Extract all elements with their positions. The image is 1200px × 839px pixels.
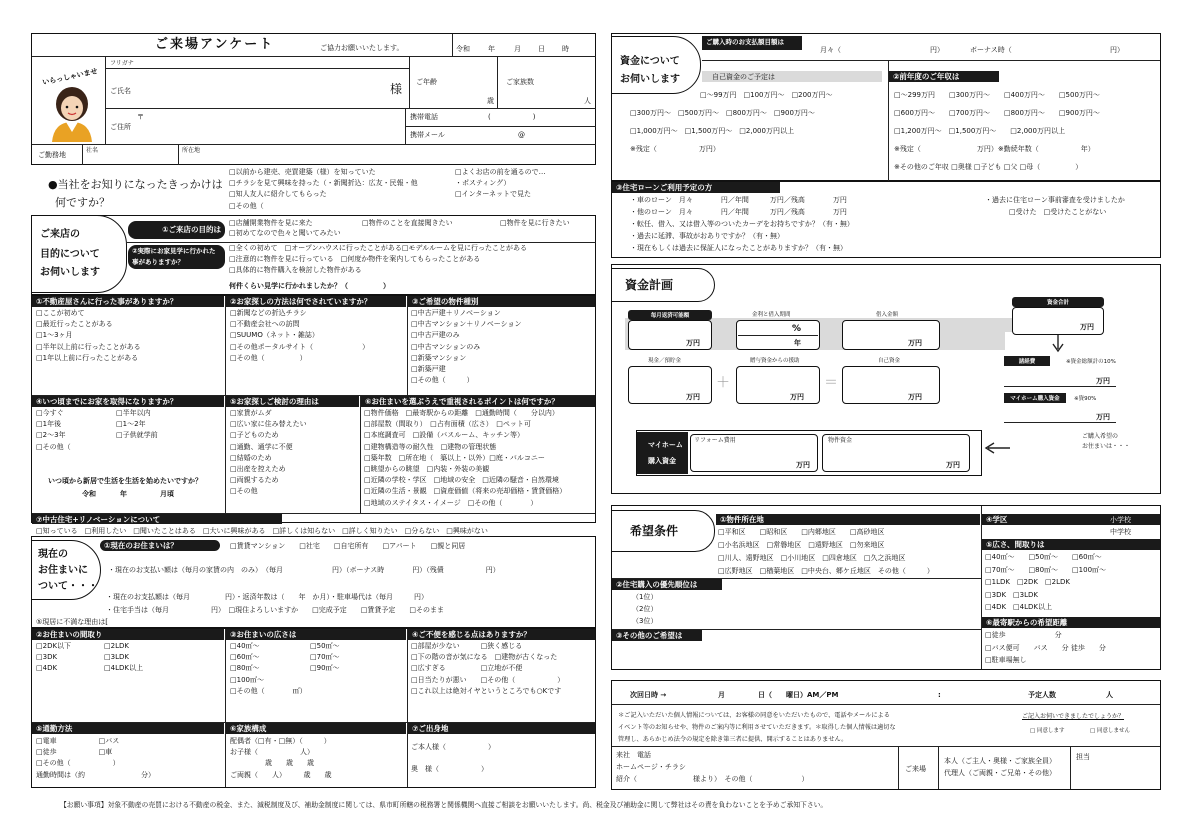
station-option[interactable]: □駐車場無し <box>985 656 1027 664</box>
discovery-option[interactable]: □その他（ <box>229 201 264 210</box>
name-field[interactable] <box>150 70 385 108</box>
hometown-line[interactable]: 奥 様（ ） <box>411 765 488 773</box>
age-label: ご年齢 <box>416 78 437 86</box>
family-heading: ⑥家族構成 <box>226 723 406 734</box>
discovery-option[interactable]: □よくお店の前を通るので… <box>455 168 546 176</box>
self-funds-option[interactable]: ※残定（ 万円） <box>630 145 720 153</box>
reason-option[interactable]: □通勤、通学に不便 <box>230 442 293 451</box>
sama-suffix: 様 <box>390 82 403 96</box>
discovery-option[interactable]: □以前から建売、売買建築（様）を知っていた <box>229 168 376 176</box>
rank-item[interactable]: （3位） <box>632 617 658 625</box>
reason-option[interactable]: □広い家に住み替えたい <box>230 420 307 429</box>
receptionist-illustration <box>44 82 100 142</box>
funds-heading-2: お伺いします <box>620 74 680 85</box>
discovery-options <box>229 167 418 212</box>
property-type-option[interactable]: □中古戸建のみ <box>411 331 460 340</box>
phone-label: 携帯電話 <box>410 113 438 121</box>
priority-heading: ⑥お住まいを選ぶうえで重視されるポイントは何ですか？ <box>361 396 595 407</box>
name-label: ご氏名 <box>110 87 131 95</box>
income-label: ②前年度のご年収は <box>889 71 999 82</box>
property-type-option[interactable]: □中古戸建＋リノベーション <box>411 309 501 317</box>
area-heading: ①物件所在地 <box>716 514 980 525</box>
inconvenience-option[interactable]: □日当たりが悪い □その他（ ） <box>411 675 565 684</box>
inconvenience-option[interactable]: □広すぎる □立地が不便 <box>411 664 523 673</box>
privacy-line: イベント等のお知らせや、物件のご案内等に利用させていただきます。＊取得した個人情報は適切な <box>618 724 896 731</box>
current-home-heading-3: ついて・・・ <box>38 581 98 592</box>
staff-label: 担当 <box>1076 753 1090 761</box>
expense-note: ※資金総額計の10% <box>1066 359 1116 365</box>
reno-heading: ⑦中古住宅+リノベーションについて <box>32 514 282 524</box>
rate-percent: % <box>792 324 802 334</box>
commute-option[interactable]: □電車 □バス <box>36 737 120 745</box>
borrow-unit: 万円 <box>908 339 922 347</box>
arrow-left-icon <box>984 442 1010 454</box>
purpose-q2-followup[interactable]: 何件くらい見学に行かれましたか？（ ） <box>229 282 390 290</box>
next-day[interactable]: 日（ 曜日）AM／PM <box>758 691 839 699</box>
commute-time[interactable]: 通勤時間は（約 分） <box>36 770 155 779</box>
next-date-label: 次回日時 → <box>630 691 667 699</box>
guest-option[interactable]: 本人（ご主人・奥様・ご家族全員） <box>944 757 1056 765</box>
area-option[interactable]: □小名浜地区 □常磐地区 □遠野地区 □勿来地区 <box>718 541 885 549</box>
discovery-options-right <box>455 167 546 201</box>
discovery-option[interactable]: □知人友人に紹介してもらった <box>229 190 327 199</box>
form-title: ご来場アンケート <box>155 37 275 52</box>
property-type-option[interactable]: □中古マンション＋リノベーション <box>411 320 522 329</box>
discovery-option[interactable]: ・ポスティング） <box>455 179 511 188</box>
layout-option[interactable]: □4LDK以上 <box>104 664 143 673</box>
size-cond-option[interactable]: □40㎡～ □50㎡～ □60㎡～ <box>985 553 1102 561</box>
school-junior[interactable]: 中学校 <box>1110 528 1131 536</box>
total-unit: 万円 <box>1080 323 1094 331</box>
loan-line[interactable]: ・過去に延滞、事故がおありですか？（有・無） <box>630 232 784 240</box>
realtor-visit-option[interactable]: □最近行ったことがある <box>36 320 113 329</box>
plus-operator: ＋ <box>716 375 730 391</box>
loan-heading: ③住宅ローンご利用予定の方 <box>612 182 780 193</box>
bottom-note-1: ご購入希望の <box>1082 433 1119 440</box>
purpose-q1-option[interactable]: □店舗開業物件を見に来た <box>229 219 313 227</box>
arrow-down-icon <box>1052 335 1064 355</box>
priority-option[interactable]: □本庭調査可 □設備（バスルーム、キッチン等） <box>364 431 524 440</box>
search-method-option[interactable]: □新聞などの折込チラシ <box>230 309 307 317</box>
expense-unit: 万円 <box>1096 377 1110 385</box>
address-label: ご住所 <box>110 123 131 131</box>
form-subtitle: ご協力お願いいたします。 <box>320 44 404 52</box>
priority-option[interactable]: □近隣の学校・学区 □地域の安全 □近隣の騒音・自然環境 <box>364 476 559 485</box>
station-heading: ⑥最寄駅からの希望距離 <box>982 617 1160 628</box>
inconvenience-option[interactable]: □下の階の音が気になる □建物が古くなった <box>411 653 558 662</box>
cash-unit: 万円 <box>686 393 700 401</box>
monthly-pay-label: 毎月返済可能額 <box>628 310 712 320</box>
priority-option[interactable]: □近隣の生活・景観 □資産価値（将来の売却価格・賃貸価格） <box>364 487 567 496</box>
size-heading: ③お住まいの広さは <box>226 629 406 640</box>
consent-agree[interactable]: □ 同意します <box>1030 728 1065 734</box>
commute-option[interactable]: □その他（ ） <box>36 759 120 768</box>
bottom-note-2: お住まいは・・・ <box>1082 443 1131 450</box>
consent-question: ご記入お伺いできましたでしょうか？ <box>1022 713 1125 720</box>
other-heading: ③その他のご希望は <box>612 630 702 641</box>
realtor-visit-option[interactable]: □ここが初めて <box>36 309 85 317</box>
monthly-payment-label: ご購入時のお支払額目額は <box>702 36 802 50</box>
search-method-option[interactable]: □SUUMO（ネット・雑誌） <box>230 331 319 340</box>
current-home-heading-1: 現在の <box>38 549 68 560</box>
purpose-q2-option[interactable]: □注意的に物件を見に行っている □何度か物件を案内してもらったことがある <box>229 255 481 264</box>
email-field[interactable] <box>455 128 590 142</box>
priority-cond-heading: ②住宅購入の優先順位は <box>612 579 722 590</box>
rank-item[interactable]: （2位） <box>632 605 658 613</box>
consent-disagree[interactable]: □ 同意しません <box>1090 728 1130 734</box>
priority-option[interactable]: □物件価格 □最寄駅からの距離 □通勤時間（ 分以内） <box>364 409 559 417</box>
purpose-q2-option[interactable]: □具体的に物件購入を検討した物件がある <box>229 266 362 275</box>
purpose-heading-2: 目的について <box>40 249 100 260</box>
mycost-label: マイホーム購入資金 <box>1004 393 1066 403</box>
monthly-yen: 円） <box>930 46 944 54</box>
income-option[interactable]: ※残定（ 万円）※勤続年数（ 年） <box>894 145 1095 153</box>
date-day: 日 <box>538 45 545 53</box>
intro-label[interactable]: 紹介（ 様より） その他（ ） <box>616 775 809 783</box>
discovery-question: ●当社をお知りになったきっかけは <box>48 178 223 191</box>
bottom-title-2: 購入資金 <box>648 457 676 465</box>
bottom-prop-unit: 万円 <box>946 461 960 469</box>
priority-option[interactable]: □建物構造等の耐久性 □建物の管理状態 <box>364 442 497 451</box>
self-funds-option[interactable]: □300万円～ □500万円～ □800万円～ □900万円～ <box>630 109 815 117</box>
area-option[interactable]: □川人、遠野地区 □小川地区 □四倉地区 □久之浜地区 <box>718 554 906 562</box>
school-heading: ④学区 <box>982 514 1160 525</box>
property-type-option[interactable]: □新築マンション <box>411 353 467 362</box>
income-option[interactable]: □～299万円 □300万円～ □400万円～ □500万円～ <box>894 91 1100 99</box>
layout-option[interactable]: □2DK以下 <box>36 642 72 650</box>
area-option[interactable]: □広野地区 □楢葉地区 □中央台、郷ケ丘地区 その他（ ） <box>718 567 934 575</box>
size-option[interactable]: □100㎡～ <box>230 675 264 684</box>
mycost-note: ※資90% <box>1074 396 1097 402</box>
guest-option[interactable]: 代理人（ご両親・ご兄弟・その他） <box>944 769 1056 777</box>
size-option[interactable]: □90㎡～ <box>310 664 340 673</box>
timing-option[interactable]: □2～3年 <box>36 431 66 440</box>
privacy-line: ＊ご記入いただいた個人情報については、お客様の同意をいただいたもので、電話やメールによる <box>618 712 890 719</box>
search-method-option[interactable]: □その他（ ） <box>230 353 307 362</box>
date-month: 月 <box>514 45 521 53</box>
other-field[interactable] <box>612 642 980 668</box>
timing-heading: ④いつ頃までにお家を取得になりますか？ <box>32 396 224 407</box>
realtor-visit-option[interactable]: □半年以上前に行ったことがある <box>36 342 141 351</box>
source-label[interactable]: 来社 電話 <box>616 751 651 759</box>
size-option[interactable]: □60㎡～ <box>230 653 260 662</box>
family-label: ご家族数 <box>506 78 534 86</box>
own-unit: 万円 <box>908 393 922 401</box>
layout-option[interactable]: □4DK <box>36 664 58 673</box>
timing-reiwa: 令和 <box>82 490 96 498</box>
age-unit: 歳 <box>487 97 494 105</box>
family-line[interactable]: お子様（ 人） <box>230 748 314 757</box>
disclaimer: 【お願い事項】対象不動産の売買における不動産の税金、また、減税制度及び、補助金制度に関しては、県市町所轄の税務署と関係機関へ直接ご相談をお願いいたします。尚、税金及び補助金に関して弊社はその責を負わないことを予めご承知下さい。 <box>60 801 828 809</box>
inconvenience-option[interactable]: □部屋が少ない □狭く感じる <box>411 642 523 650</box>
expense-label: 諸経費 <box>1004 356 1050 366</box>
gift-label: 贈与資金からの援助 <box>750 358 800 364</box>
rank-item[interactable]: （1位） <box>632 593 658 601</box>
purpose-heading-1: ご来店の <box>40 229 80 240</box>
priority-option[interactable]: □地域のステイタス・イメージ □その他（ ） <box>364 498 538 507</box>
area-option[interactable]: □平和区 □昭和区 □内郷地区 □高砂地区 <box>718 528 885 536</box>
layout-option[interactable]: □3LDK <box>104 653 129 662</box>
equals-operator: ＝ <box>824 375 838 391</box>
size-cond-option[interactable]: □3DK □3LDK <box>985 590 1038 599</box>
inconvenience-heading: ④ご不便を感じる点はありますか？ <box>408 629 595 640</box>
company-label: 社名 <box>86 147 99 154</box>
school-elem[interactable]: 小学校 <box>1110 516 1131 524</box>
search-method-heading: ②お家探しの方法は何でされていますか？ <box>226 296 406 307</box>
layout-option[interactable]: □2LDK <box>104 642 129 650</box>
income-option[interactable]: □1,200万円～ □1,500万円～ □2,000万円以上 <box>894 127 1065 135</box>
timing-option[interactable]: □その他（ <box>36 442 71 451</box>
inconvenience-option[interactable]: □これ以上は絶対イヤというところでも○Kです <box>411 686 562 695</box>
purpose-heading-3: お伺いします <box>40 267 100 278</box>
timing-option[interactable]: □1～2年 <box>116 420 146 429</box>
next-time-colon: : <box>938 691 941 699</box>
purpose-q1-option[interactable]: □物件のことを直接聞きたい <box>362 219 453 227</box>
loan-line[interactable]: ・転任、借入、又は借入等のついたカーデをお持ちですか？（有・無） <box>630 220 854 228</box>
gift-unit: 万円 <box>790 393 804 401</box>
monthly-pay-unit: 万円 <box>686 339 700 347</box>
next-month[interactable]: 月 <box>718 691 725 699</box>
property-type-option[interactable]: □中古マンションのみ <box>411 342 481 351</box>
station-option[interactable]: □バス便可 バス 分 徒歩 分 <box>985 643 1106 652</box>
family-line[interactable]: 配偶者（□有・□無）（ ） <box>230 737 331 745</box>
reason-option[interactable]: □出産を控えため <box>230 465 286 474</box>
current-home-rent[interactable]: ・現在のお支払い額は（毎月の家賃の内 のみ） （毎月 円）（ボーナス時 円）（残債 円） <box>108 566 500 574</box>
station-option[interactable]: □徒歩 分 <box>985 631 1062 639</box>
bottom-reno-label: リフォーム費用 <box>694 437 736 444</box>
purpose-q1-option[interactable]: □初めてなので色々と聞いてみたい <box>229 229 341 237</box>
loan-prereview-options[interactable]: □受けた □受けたことがない <box>1009 208 1107 216</box>
income-option[interactable]: □600万円～ □700万円～ □800万円～ □900万円～ <box>894 109 1100 117</box>
priority-option[interactable]: □部屋数（間取り） □占有面積（広さ） □ペット可 <box>364 420 531 429</box>
timing-option[interactable]: □1年後 <box>36 420 62 429</box>
loan-line[interactable]: ・現在もしくは過去に保証人になったことがありますか？（有・無） <box>630 244 847 252</box>
borrow-label: 借入金額 <box>876 312 899 318</box>
gift-field[interactable] <box>736 366 820 404</box>
greeting: いらっしゃいませ <box>41 67 99 87</box>
people-label: 予定人数 <box>1028 691 1056 699</box>
realtor-visit-heading: ①不動産屋さんに行った事がありますか？ <box>32 296 224 307</box>
income-option[interactable]: ※その他のご年収 □奥様 □子ども □父 □母（ ） <box>894 163 1083 171</box>
search-method-option[interactable]: □不動産会社への訪問 <box>230 320 300 329</box>
own-field[interactable] <box>842 366 940 404</box>
timing-option[interactable]: □子供就学前 <box>116 431 158 440</box>
funds-heading-1: 資金について <box>620 56 680 67</box>
plan-title: 資金計画 <box>625 278 674 292</box>
current-home-dissatisfaction[interactable]: ⑤現居に不満な理由は[ <box>36 618 109 626</box>
date-hour: 時 <box>562 45 569 53</box>
discovery-option[interactable]: □インターネットで見た <box>455 190 531 199</box>
realtor-visit-option[interactable]: □1年以上前に行ったことがある <box>36 353 139 362</box>
timing-option[interactable]: □今すぐ <box>36 409 64 417</box>
privacy-line: 管理し、あらかじめ法令の規定を除き第三者に提供、開示することはありません。 <box>618 736 848 743</box>
current-home-heading-2: お住まいに <box>38 565 88 576</box>
reason-option[interactable]: □子どものため <box>230 431 279 440</box>
family-unit: 人 <box>584 97 591 105</box>
current-home-q1: ①現在のお住まいは？ <box>100 540 220 551</box>
timing-month[interactable]: 月頃 <box>160 490 174 498</box>
size-option[interactable]: □70㎡～ <box>310 653 340 662</box>
hometown-heading: ⑦ご出身地 <box>408 723 595 734</box>
email-label: 携帯メール <box>410 131 445 139</box>
reason-heading: ⑤お家探しご検討の理由は <box>226 396 359 407</box>
bottom-reno-unit: 万円 <box>796 461 810 469</box>
conditions-heading: 希望条件 <box>630 524 679 538</box>
current-home-loan[interactable]: ・現在のお支払額は（毎月 円）・返済年数は（ 年 か月）・駐車場代は（毎月 円） <box>106 593 428 601</box>
guest-label: ご来場 <box>905 765 926 773</box>
furigana-label: フリガナ <box>110 60 134 67</box>
reno-options[interactable]: □知っている □利用したい □聞いたことはある □大いに興味がある □詳しくは知らない □詳しく知りたい □分らない □興味がない <box>36 527 488 535</box>
reason-option[interactable]: □その他 <box>230 487 258 496</box>
postal-mark: 〒 <box>137 113 144 121</box>
layout-heading: ②お住まいの間取り <box>32 629 224 640</box>
property-type-option[interactable]: □その他（ ） <box>411 376 474 385</box>
loan-line[interactable]: ・他のローン 月々 円／年間 万円／残高 万円 <box>630 208 847 216</box>
reason-option[interactable]: □結婚のため <box>230 453 272 462</box>
workplace-label: ご勤務地 <box>38 151 66 159</box>
size-option[interactable]: □40㎡～ <box>230 642 260 650</box>
bottom-prop-label: 物件資金 <box>828 437 853 444</box>
mycost-unit: 万円 <box>1096 413 1110 421</box>
monthly-payment[interactable]: 月々（ <box>820 46 841 54</box>
rate-years: 年 <box>794 339 801 347</box>
priority-option[interactable]: □眺望からの眺望 □内装・外装の美観 <box>364 465 490 474</box>
family-line[interactable]: 歳 歳 歳 <box>230 759 314 768</box>
date-year: 年 <box>488 45 495 53</box>
size-cond-option[interactable]: □70㎡～ □80㎡～ □100㎡～ <box>985 565 1107 574</box>
bonus-yen: 円） <box>1110 46 1124 54</box>
purpose-q1-label: ①ご来店の目的は <box>128 221 225 239</box>
current-home-q1-options[interactable]: □賃貸マンション □社宅 □自宅所有 □アパート □親と同居 <box>230 542 466 550</box>
discovery-question-2: 何ですか？ <box>55 196 110 209</box>
search-method-option[interactable]: □その他ポータルサイト（ ） <box>230 342 370 351</box>
hometown-line[interactable]: ご本人様（ ） <box>411 743 495 751</box>
priority-option[interactable]: □築年数 □所在地（ 築以上・以外）□庭・バルコニー <box>364 453 545 462</box>
size-cond-option[interactable]: □4DK □4LDK以上 <box>985 603 1052 611</box>
self-funds-option[interactable]: □1,000万円～ □1,500万円～ □2,000万円以上 <box>630 127 794 135</box>
self-funds-option[interactable]: □～99万円 □100万円～ □200万円～ <box>700 91 833 99</box>
address-field[interactable] <box>150 110 405 142</box>
size-cond-option[interactable]: □1LDK □2DK □2LDK <box>985 578 1070 586</box>
source-label-2[interactable]: ホームページ・チラシ <box>616 763 686 771</box>
own-label: 自己資金 <box>878 358 901 364</box>
bottom-title-1: マイホーム <box>648 441 683 449</box>
timing-option[interactable]: □半年以内 <box>116 409 151 417</box>
timing-year[interactable]: 年 <box>120 490 127 498</box>
discovery-option[interactable]: □チラシを見て興味を持った（・新聞折込：広友・民報・他 <box>229 179 418 188</box>
reason-option[interactable]: □両親するため <box>230 476 279 485</box>
purpose-q2-option[interactable]: □全くの初めて □オープンハウスに行ったことがある□モデルルームを見に行ったことがある <box>229 244 527 252</box>
current-home-rent2[interactable]: ・住宅手当は（毎月 円） □現住よろしいますか □完成予定 □賃貸予定 □そのまま <box>106 606 444 614</box>
size-option[interactable]: □50㎡～ <box>310 642 340 650</box>
bonus-payment[interactable]: ボーナス時（ <box>970 46 1012 54</box>
purpose-q2-label: ②実際にお家見学に行かれた事がありますか？ <box>128 245 225 269</box>
self-funds-label: 自己資金のご予定は <box>712 73 775 81</box>
loan-prereview: ・過去に住宅ローン事前審査を受けましたか <box>985 196 1125 204</box>
purpose-q1-option[interactable]: □物件を見に行きたい <box>500 219 570 227</box>
timing-followup: いつ頃から新居で生活を生活を始めたいですか？ <box>48 477 202 485</box>
realtor-visit-option[interactable]: □1～3ヶ月 <box>36 331 73 340</box>
phone-field[interactable]: ( ) <box>488 113 536 121</box>
cash-label: 現金／預貯金 <box>648 358 682 364</box>
family-line[interactable]: ご両親（ 人） 歳 歳 <box>230 770 332 779</box>
borrow-field[interactable] <box>842 320 940 350</box>
reason-option[interactable]: □家賃がムダ <box>230 409 272 417</box>
commute-option[interactable]: □徒歩 □車 <box>36 748 113 757</box>
size-cond-heading: ⑤広さ、間取りは <box>982 539 1160 550</box>
property-type-option[interactable]: □新築戸建 <box>411 365 446 374</box>
people-unit[interactable]: 人 <box>1106 691 1113 699</box>
rate-label: 金利と借入期間 <box>752 312 791 318</box>
size-option[interactable]: □80㎡～ <box>230 664 260 673</box>
property-type-heading: ③ご希望の物件種別 <box>408 296 595 307</box>
loan-line[interactable]: ・車のローン 月々 円／年間 万円／残高 万円 <box>630 196 847 204</box>
date-reiwa: 令和 <box>456 45 470 53</box>
age-field[interactable] <box>445 70 490 106</box>
total-label: 資金合計 <box>1012 297 1104 307</box>
layout-option[interactable]: □3DK <box>36 653 58 662</box>
email-at: @ <box>518 131 525 139</box>
location-label: 所在地 <box>182 147 201 154</box>
commute-heading: ⑤通勤方法 <box>32 723 224 734</box>
size-option[interactable]: □その他（ ㎡） <box>230 686 307 695</box>
